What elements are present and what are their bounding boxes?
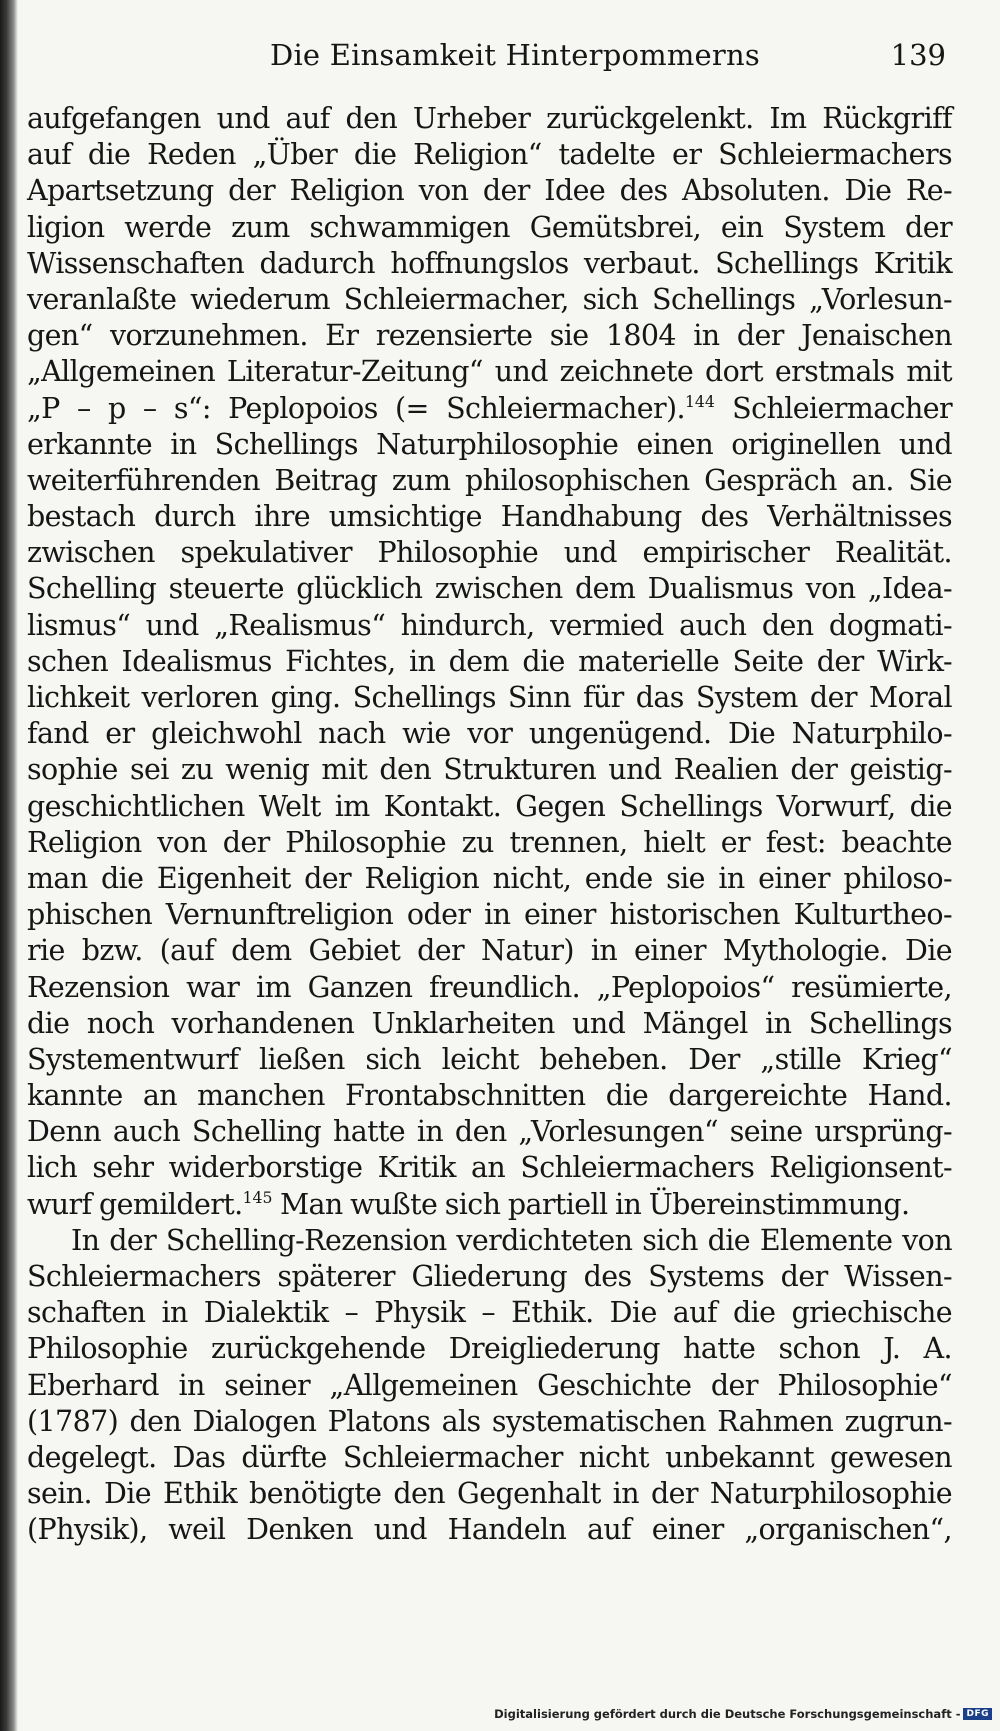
running-title: Die Einsamkeit Hinterpommerns: [270, 38, 760, 72]
text-segment: Systementwurf ließen sich leicht beheben. Der „stille Krieg“: [27, 1042, 952, 1076]
text-line: [27, 318, 952, 354]
text-segment: lich sehr widerborstige Kritik an Schleiermachers Religionsent-: [27, 1151, 952, 1185]
digitization-credit: [494, 1707, 992, 1721]
text-segment: „Allgemeinen Literatur-Zeitung“ und zeichnete dort erstmals mit: [27, 355, 952, 389]
text-line: [27, 1006, 952, 1042]
credit-text: Digitalisierung gefördert durch die Deutsche Forschungsgemeinschaft -: [494, 1707, 961, 1721]
text-segment: (1787) den Dialogen Platons als systematischen Rahmen zugrun-: [27, 1404, 952, 1438]
text-segment: auf die Reden „Über die Religion“ tadelte er Schleiermachers: [27, 138, 952, 172]
text-segment: Schleiermachers späterer Gliederung des Systems der Wissen-: [27, 1260, 952, 1293]
text-line: [27, 1331, 952, 1367]
text-segment: fand er gleichwohl nach wie vor ungenügend. Die Naturphilo-: [27, 717, 952, 751]
text-line: [27, 1259, 952, 1295]
text-segment: (Physik), weil Denken und Handeln auf einer „organischen“,: [27, 1513, 952, 1547]
text-segment: Religion von der Philosophie zu trennen, hielt er fest: beachte: [27, 825, 952, 859]
text-line: [27, 1476, 952, 1512]
text-line: [27, 354, 952, 390]
text-line: [27, 897, 952, 933]
text-line: [27, 1150, 952, 1186]
text-line: [27, 535, 952, 571]
book-binding-edge: [0, 0, 18, 1731]
body-text: [27, 101, 952, 1549]
text-line: [27, 210, 952, 246]
text-segment: Apartsetzung der Religion von der Idee des Absoluten. Die Re-: [27, 174, 952, 208]
text-line: [27, 1223, 952, 1259]
text-segment: gen“ vorzunehmen. Er rezensierte sie 1804 in der Jenaischen: [27, 319, 952, 353]
text-segment: veranlaßte wiederum Schleiermacher, sich Schellings „Vorlesun-: [27, 282, 952, 316]
text-segment: sein. Die Ethik benötigte den Gegenhalt in der Naturphilosophie: [27, 1477, 952, 1511]
text-line: [27, 391, 952, 427]
text-segment: In der Schelling-Rezension verdichteten sich die Elemente von: [71, 1223, 952, 1257]
text-line: [27, 789, 952, 825]
text-line: [27, 282, 952, 318]
text-line: [27, 933, 952, 969]
text-segment: schen Idealismus Fichtes, in dem die materielle Seite der Wirk-: [27, 644, 952, 678]
text-line: [27, 1512, 952, 1548]
text-segment: Schleiermacher: [714, 391, 953, 425]
text-segment: man die Eigenheit der Religion nicht, ende sie in einer philoso-: [27, 861, 952, 895]
text-segment: zwischen spekulativer Philosophie und empirischer Realität.: [27, 536, 952, 570]
text-line: [27, 752, 952, 788]
text-segment: lichkeit verloren ging. Schellings Sinn für das System der Moral: [27, 681, 952, 714]
text-segment: „P – p – s“: Peplopoios (= Schleiermacher).: [27, 391, 685, 425]
text-segment: Wissenschaften dadurch hoffnungslos verbaut. Schellings Kritik: [27, 246, 952, 280]
text-line: [27, 1404, 952, 1440]
text-line: [27, 1114, 952, 1150]
text-line: [27, 173, 952, 209]
text-segment: Philosophie zurückgehende Dreigliederung hatte schon J. A.: [27, 1332, 952, 1366]
text-segment: Man wußte sich partiell in Übereinstimmung.: [272, 1187, 910, 1221]
footnote-marker: 144: [684, 391, 715, 411]
text-line: [27, 680, 952, 716]
text-line: [27, 970, 952, 1006]
text-segment: weiterführenden Beitrag zum philosophischen Gespräch an. Sie: [27, 463, 952, 497]
text-segment: die noch vorhandenen Unklarheiten und Mängel in Schellings: [27, 1006, 952, 1040]
text-line: [27, 644, 952, 680]
text-segment: Schelling steuerte glücklich zwischen dem Dualismus von „Idea-: [27, 572, 952, 606]
text-segment: sophie sei zu wenig mit den Strukturen und Realien der geistig-: [27, 753, 952, 787]
text-line: [27, 101, 952, 137]
text-line: [27, 463, 952, 499]
text-line: [27, 1368, 952, 1404]
text-segment: degelegt. Das dürfte Schleiermacher nicht unbekannt gewesen: [27, 1440, 952, 1474]
text-line: [27, 499, 952, 535]
text-line: [27, 1440, 952, 1476]
text-segment: Denn auch Schelling hatte in den „Vorlesungen“ seine ursprüng-: [27, 1115, 952, 1149]
text-segment: Rezension war im Ganzen freundlich. „Peplopoios“ resümierte,: [27, 970, 952, 1004]
text-line: [27, 716, 952, 752]
text-segment: lismus“ und „Realismus“ hindurch, vermied auch den dogmati-: [27, 608, 952, 642]
text-line: [27, 137, 952, 173]
text-segment: ligion werde zum schwammigen Gemütsbrei, ein System der: [27, 210, 952, 244]
page-header: [0, 38, 1000, 82]
text-segment: Eberhard in seiner „Allgemeinen Geschichte der Philosophie“: [27, 1368, 952, 1402]
text-line: [27, 1187, 952, 1223]
text-line: [27, 608, 952, 644]
text-line: [27, 246, 952, 282]
text-segment: bestach durch ihre umsichtige Handhabung des Verhältnisses: [27, 500, 952, 534]
text-segment: geschichtlichen Welt im Kontakt. Gegen Schellings Vorwurf, die: [27, 789, 952, 823]
text-line: [27, 1042, 952, 1078]
footnote-marker: 145: [242, 1187, 273, 1207]
dfg-logo: DFG: [963, 1708, 992, 1720]
text-segment: aufgefangen und auf den Urheber zurückgelenkt. Im Rückgriff: [27, 102, 952, 135]
text-line: [27, 1078, 952, 1114]
text-line: [27, 427, 952, 463]
text-line: [27, 1295, 952, 1331]
text-segment: phischen Vernunftreligion oder in einer historischen Kulturtheo-: [27, 898, 952, 932]
text-segment: rie bzw. (auf dem Gebiet der Natur) in einer Mythologie. Die: [27, 934, 952, 968]
text-line: [27, 861, 952, 897]
text-line: [27, 571, 952, 607]
text-segment: erkannte in Schellings Naturphilosophie einen originellen und: [27, 427, 952, 461]
text-segment: schaften in Dialektik – Physik – Ethik. Die auf die griechische: [27, 1296, 952, 1330]
text-segment: kannte an manchen Frontabschnitten die dargereichte Hand.: [27, 1079, 952, 1113]
text-segment: wurf gemildert.: [27, 1187, 243, 1221]
text-line: [27, 825, 952, 861]
page-number: 139: [890, 38, 946, 72]
